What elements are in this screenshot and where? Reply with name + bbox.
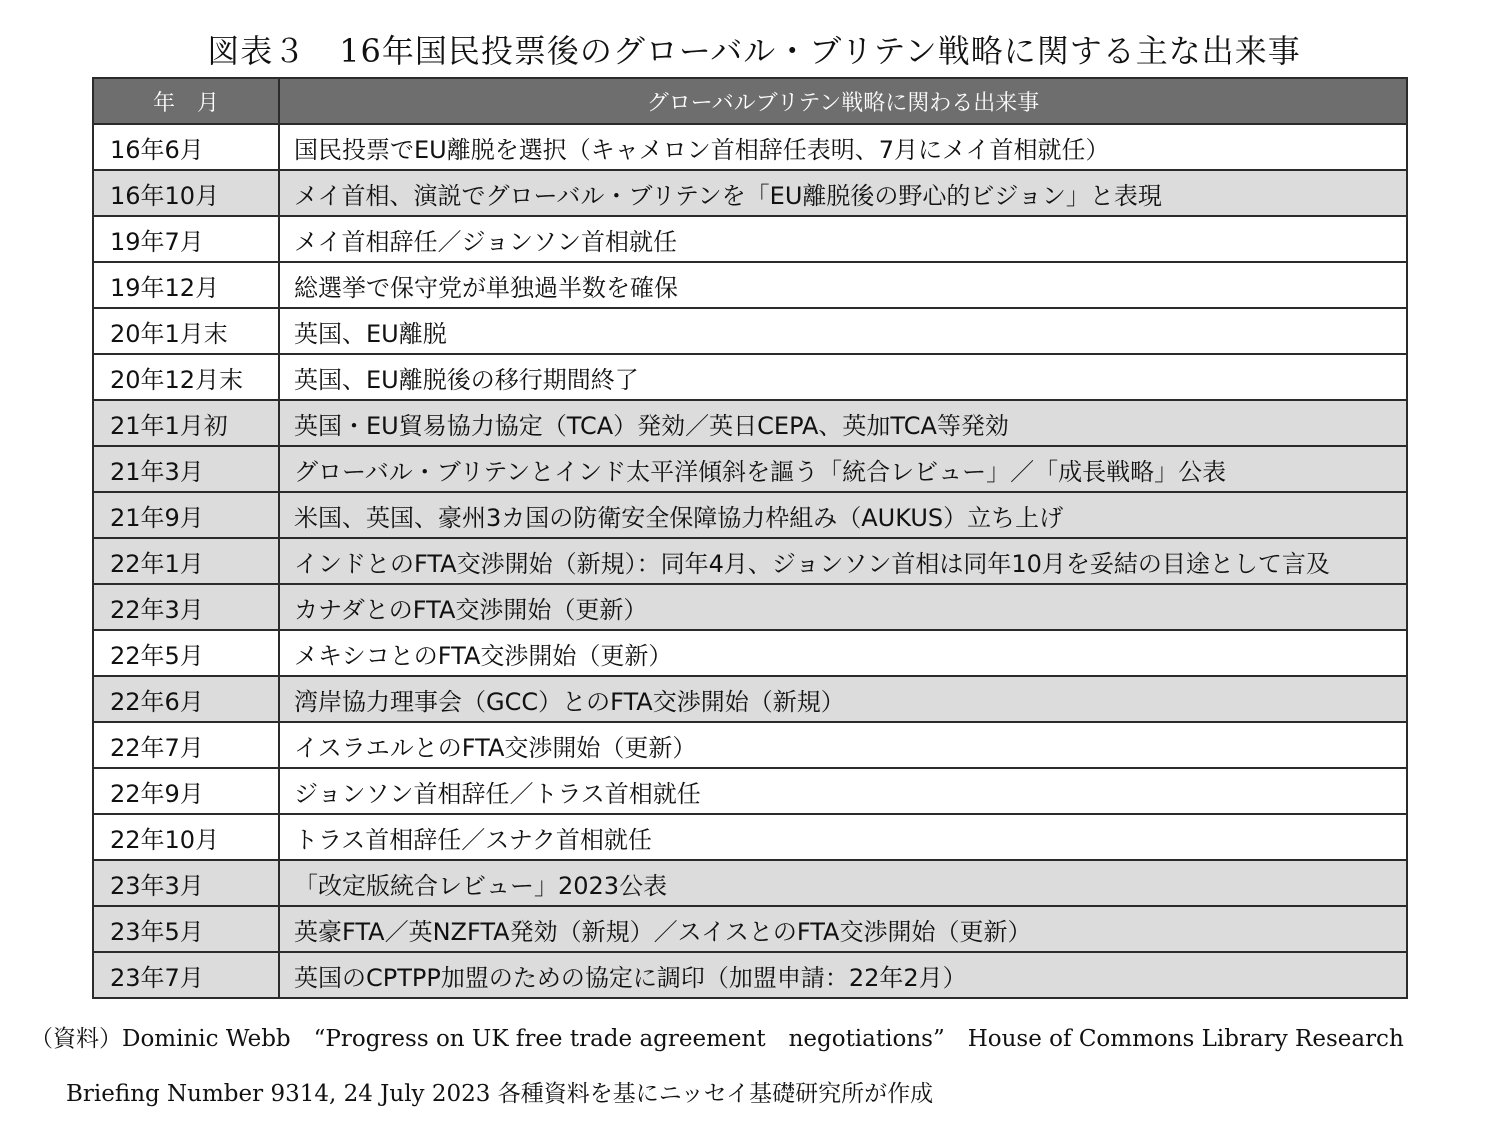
row-event: 英豪FTA／英NZFTA発効（新規）／スイスとのFTA交渉開始（更新）	[279, 906, 1407, 952]
row-date: 22年10月	[93, 814, 279, 860]
page-title: 図表３ 16年国民投票後のグローバル・ブリテン戦略に関する主な出来事	[207, 32, 1301, 70]
row-date: 19年12月	[93, 262, 279, 308]
table-row	[93, 308, 1407, 354]
table-row	[93, 584, 1407, 630]
row-event: 国民投票でEU離脱を選択（キャメロン首相辞任表明、7月にメイ首相就任）	[279, 124, 1407, 170]
row-date: 21年1月初	[93, 400, 279, 446]
table-header-row	[93, 78, 1407, 124]
row-event: トラス首相辞任／スナク首相就任	[279, 814, 1407, 860]
row-event: 英国・EU貿易協力協定（TCA）発効／英日CEPA、英加TCA等発効	[279, 400, 1407, 446]
row-event: イスラエルとのFTA交渉開始（更新）	[279, 722, 1407, 768]
table-row	[93, 722, 1407, 768]
row-date: 16年6月	[93, 124, 279, 170]
table-body	[93, 124, 1407, 998]
table-row	[93, 262, 1407, 308]
column-header-date: 年 月	[93, 78, 279, 124]
row-date: 20年1月末	[93, 308, 279, 354]
table-row	[93, 538, 1407, 584]
row-date: 20年12月末	[93, 354, 279, 400]
table-row	[93, 814, 1407, 860]
row-date: 16年10月	[93, 170, 279, 216]
row-date: 22年5月	[93, 630, 279, 676]
row-date: 19年7月	[93, 216, 279, 262]
row-event: メイ首相、演説でグローバル・ブリテンを「EU離脱後の野心的ビジョン」と表現	[279, 170, 1407, 216]
row-date: 21年3月	[93, 446, 279, 492]
row-date: 22年3月	[93, 584, 279, 630]
source-note-continued: Briefing Number 9314, 24 July 2023 各種資料を基にニッセイ基礎研究所が作成	[66, 1081, 934, 1107]
row-date: 22年1月	[93, 538, 279, 584]
row-event: 「改定版統合レビュー」2023公表	[279, 860, 1407, 906]
row-date: 21年9月	[93, 492, 279, 538]
row-event: メイ首相辞任／ジョンソン首相就任	[279, 216, 1407, 262]
row-date: 22年6月	[93, 676, 279, 722]
table-row	[93, 170, 1407, 216]
table-row	[93, 400, 1407, 446]
column-header-event: グローバルブリテン戦略に関わる出来事	[279, 78, 1407, 124]
source-note: （資料）Dominic Webb “Progress on UK free trade agreement negotiations” House of Commons Library Research	[30, 1026, 1404, 1052]
row-date: 23年5月	[93, 906, 279, 952]
row-date: 23年3月	[93, 860, 279, 906]
row-event: 英国、EU離脱	[279, 308, 1407, 354]
table-row	[93, 492, 1407, 538]
table-row	[93, 216, 1407, 262]
table-row	[93, 354, 1407, 400]
row-event: 総選挙で保守党が単独過半数を確保	[279, 262, 1407, 308]
row-event: 湾岸協力理事会（GCC）とのFTA交渉開始（新規）	[279, 676, 1407, 722]
row-event: 英国のCPTPP加盟のための協定に調印（加盟申請：22年2月）	[279, 952, 1407, 998]
row-event: カナダとのFTA交渉開始（更新）	[279, 584, 1407, 630]
table-row	[93, 676, 1407, 722]
row-event: グローバル・ブリテンとインド太平洋傾斜を謳う「統合レビュー」／「成長戦略」公表	[279, 446, 1407, 492]
table-row	[93, 446, 1407, 492]
row-event: 英国、EU離脱後の移行期間終了	[279, 354, 1407, 400]
row-date: 23年7月	[93, 952, 279, 998]
row-date: 22年9月	[93, 768, 279, 814]
row-date: 22年7月	[93, 722, 279, 768]
events-table-container	[92, 77, 1406, 999]
events-table	[92, 77, 1408, 999]
table-row	[93, 630, 1407, 676]
table-row	[93, 124, 1407, 170]
table-row	[93, 952, 1407, 998]
row-event: インドとのFTA交渉開始（新規）：同年4月、ジョンソン首相は同年10月を妥結の目途として言及	[279, 538, 1407, 584]
row-event: メキシコとのFTA交渉開始（更新）	[279, 630, 1407, 676]
table-row	[93, 860, 1407, 906]
table-row	[93, 768, 1407, 814]
row-event: ジョンソン首相辞任／トラス首相就任	[279, 768, 1407, 814]
row-event: 米国、英国、豪州3カ国の防衛安全保障協力枠組み（AUKUS）立ち上げ	[279, 492, 1407, 538]
table-row	[93, 906, 1407, 952]
